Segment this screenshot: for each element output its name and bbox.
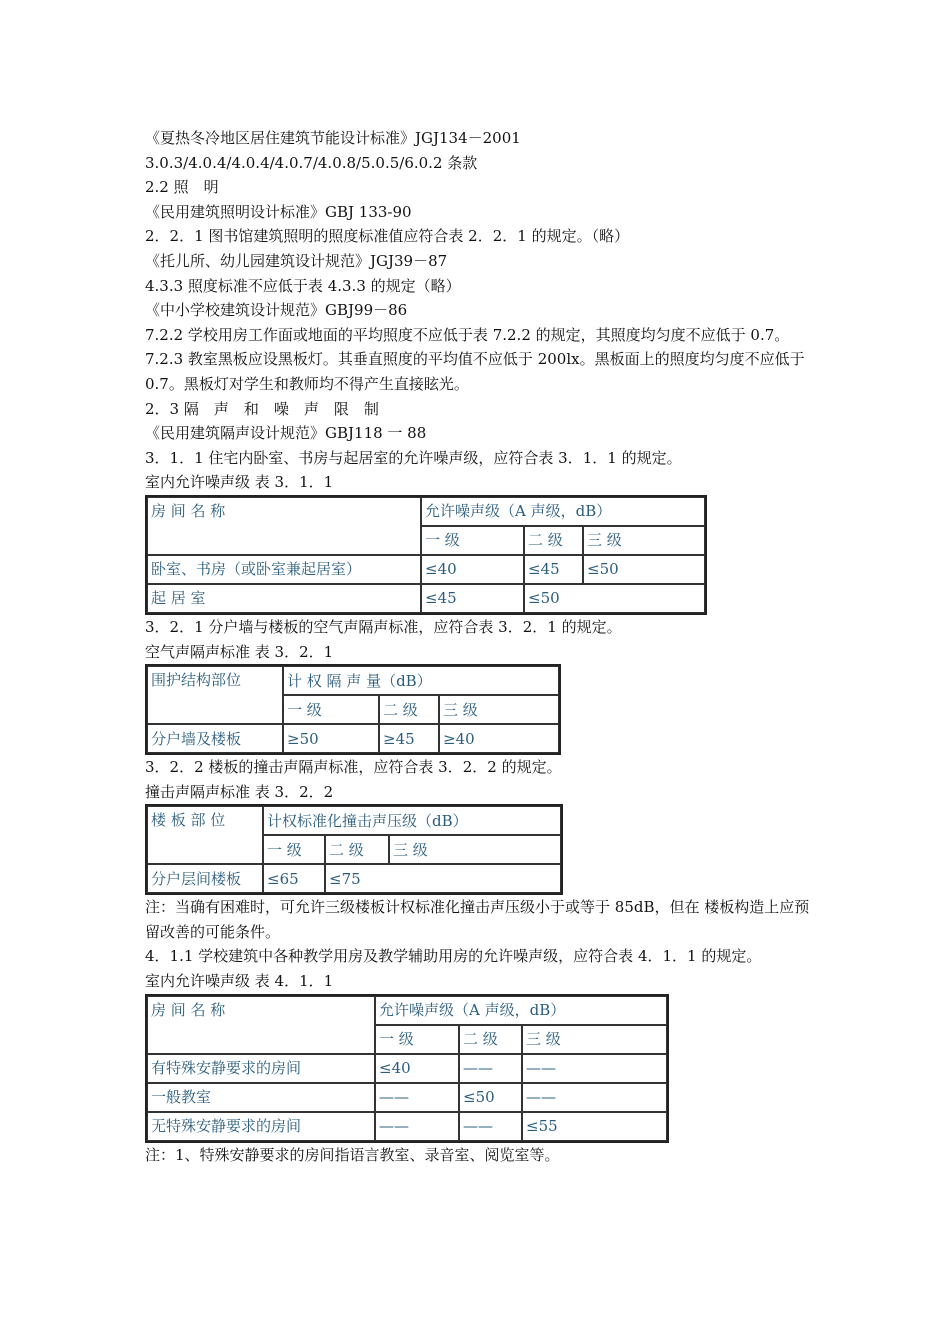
standard-title-gbj133: 《民用建筑照明设计标准》GBJ 133-90 — [145, 202, 412, 221]
table-caption-3-1-1: 室内允许噪声级 表 3．1．1 — [145, 473, 334, 492]
header-impact-level: 计权标准化撞击声压级（dB） — [263, 806, 561, 835]
clause-2-2-1: 2．2．1 图书馆建筑照明的照度标准值应符合表 2．2．1 的规定。（略） — [145, 227, 630, 246]
clause-3-1-1: 3．1．1 住宅内卧室、书房与起居室的允许噪声级，应符合表 3．1．1 的规定。 — [145, 448, 682, 467]
standard-title-gbj118: 《民用建筑隔声设计规范》GBJ118 一 88 — [145, 424, 427, 443]
standard-title-jgj39: 《托儿所、幼儿园建筑设计规范》JGJ39－87 — [145, 251, 448, 270]
cell-grade-2: ≤45 — [524, 555, 583, 584]
grade-3: 三 级 — [522, 1025, 667, 1054]
table-row — [147, 555, 705, 584]
grade-1: 一 级 — [263, 835, 325, 864]
cell-grade-1: ≤45 — [421, 584, 524, 613]
standard-title-gbj99: 《中小学校建筑设计规范》GBJ99－86 — [145, 301, 408, 320]
row-name: 无特殊安静要求的房间 — [147, 1112, 375, 1141]
grade-1: 一 级 — [375, 1025, 459, 1054]
table-row — [147, 1083, 667, 1112]
cell-grade-1: —— — [375, 1083, 459, 1112]
table-row — [147, 1054, 667, 1083]
grade-1: 一 级 — [283, 695, 379, 724]
table-caption-4-1-1: 室内允许噪声级 表 4．1．1 — [145, 972, 334, 991]
section-heading-lighting: 2.2 照 明 — [145, 178, 219, 197]
cell-grade-1: ≥50 — [283, 724, 379, 753]
grade-2: 二 级 — [524, 526, 583, 555]
note-4-1-1: 注：1、特殊安静要求的房间指语言教室、录音室、阅览室等。 — [145, 1145, 560, 1164]
section-heading-sound-insulation: 2．3 隔 声 和 噪 声 限 制 — [145, 399, 379, 418]
table-row — [147, 864, 561, 893]
grade-3: 三 级 — [439, 695, 559, 724]
row-name: 分户层间楼板 — [147, 864, 263, 893]
note-3-2-2: 注：当确有困难时，可允许三级楼板计权标准化撞击声压级小于或等于 85dB，但在 楼板构造上应预留改善的可能条件。 — [145, 898, 810, 941]
standard-title-jgj134: 《夏热冬冷地区居住建筑节能设计标准》JGJ134－2001 — [145, 129, 521, 147]
header-floor-part: 楼 板 部 位 — [147, 806, 263, 864]
table-row — [147, 1112, 667, 1141]
document-page — [145, 126, 810, 1167]
cell-grade-2-3: ≤75 — [325, 864, 561, 893]
clause-3-2-1: 3．2．1 分户墙与楼板的空气声隔声标准，应符合表 3．2．1 的规定。 — [145, 617, 622, 636]
table-3-2-1 — [145, 664, 561, 755]
table-caption-3-2-1: 空气声隔声标准 表 3．2．1 — [145, 642, 334, 661]
cell-grade-1: ≤40 — [421, 555, 524, 584]
clause-4-1-1: 4．1.1 学校建筑中各种教学用房及教学辅助用房的允许噪声级，应符合表 4．1．1 的规定。 — [145, 947, 762, 966]
cell-grade-3: ≥40 — [439, 724, 559, 753]
clause-7-2-3: 7.2.3 教室黑板应设黑板灯。其垂直照度的平均值不应低于 200lx。黑板面上的照度均匀度不应低于 0.7。黑板灯对学生和教师均不得产生直接眩光。 — [145, 350, 805, 393]
clause-3-2-2: 3．2．2 楼板的撞击声隔声标准，应符合表 3．2．2 的规定。 — [145, 758, 562, 777]
grade-2: 二 级 — [379, 695, 439, 724]
table-caption-3-2-2: 撞击声隔声标准 表 3．2．2 — [145, 782, 334, 801]
clause-list: 3.0.3/4.0.4/4.0.4/4.0.7/4.0.8/5.0.5/6.0.2 条款 — [145, 153, 478, 172]
grade-2: 二 级 — [325, 835, 389, 864]
table-row — [147, 584, 705, 613]
header-structure-part: 围护结构部位 — [147, 666, 283, 724]
cell-grade-2: —— — [459, 1112, 522, 1141]
cell-grade-2: ≥45 — [379, 724, 439, 753]
cell-grade-1: ≤40 — [375, 1054, 459, 1083]
cell-grade-1: —— — [375, 1112, 459, 1141]
table-row — [147, 724, 559, 753]
clause-7-2-2: 7.2.2 学校用房工作面或地面的平均照度不应低于表 7.2.2 的规定，其照度均匀度不应低于 0.7。 — [145, 325, 790, 344]
cell-grade-2: ≤50 — [459, 1083, 522, 1112]
cell-grade-3: —— — [522, 1083, 667, 1112]
header-noise-level: 允许噪声级（A 声级，dB） — [375, 996, 667, 1025]
cell-grade-3: ≤50 — [583, 555, 705, 584]
row-name: 起 居 室 — [147, 584, 421, 613]
table-3-2-2 — [145, 804, 563, 895]
table-3-1-1 — [145, 495, 707, 615]
row-name: 有特殊安静要求的房间 — [147, 1054, 375, 1083]
cell-grade-3: ≤55 — [522, 1112, 667, 1141]
header-sound-reduction: 计 权 隔 声 量（dB） — [283, 666, 559, 695]
header-room-name: 房 间 名 称 — [147, 996, 375, 1054]
grade-3: 三 级 — [583, 526, 705, 555]
cell-grade-1: ≤65 — [263, 864, 325, 893]
header-noise-level: 允许噪声级（A 声级，dB） — [421, 497, 705, 526]
row-name: 卧室、书房（或卧室兼起居室） — [147, 555, 421, 584]
grade-3: 三 级 — [389, 835, 561, 864]
clause-4-3-3: 4.3.3 照度标准不应低于表 4.3.3 的规定（略） — [145, 276, 461, 295]
header-room-name: 房 间 名 称 — [147, 497, 421, 555]
cell-grade-2: —— — [459, 1054, 522, 1083]
grade-1: 一 级 — [421, 526, 524, 555]
grade-2: 二 级 — [459, 1025, 522, 1054]
row-name: 一般教室 — [147, 1083, 375, 1112]
row-name: 分户墙及楼板 — [147, 724, 283, 753]
cell-grade-3: —— — [522, 1054, 667, 1083]
cell-grade-2-3: ≤50 — [524, 584, 705, 613]
table-4-1-1 — [145, 994, 669, 1143]
